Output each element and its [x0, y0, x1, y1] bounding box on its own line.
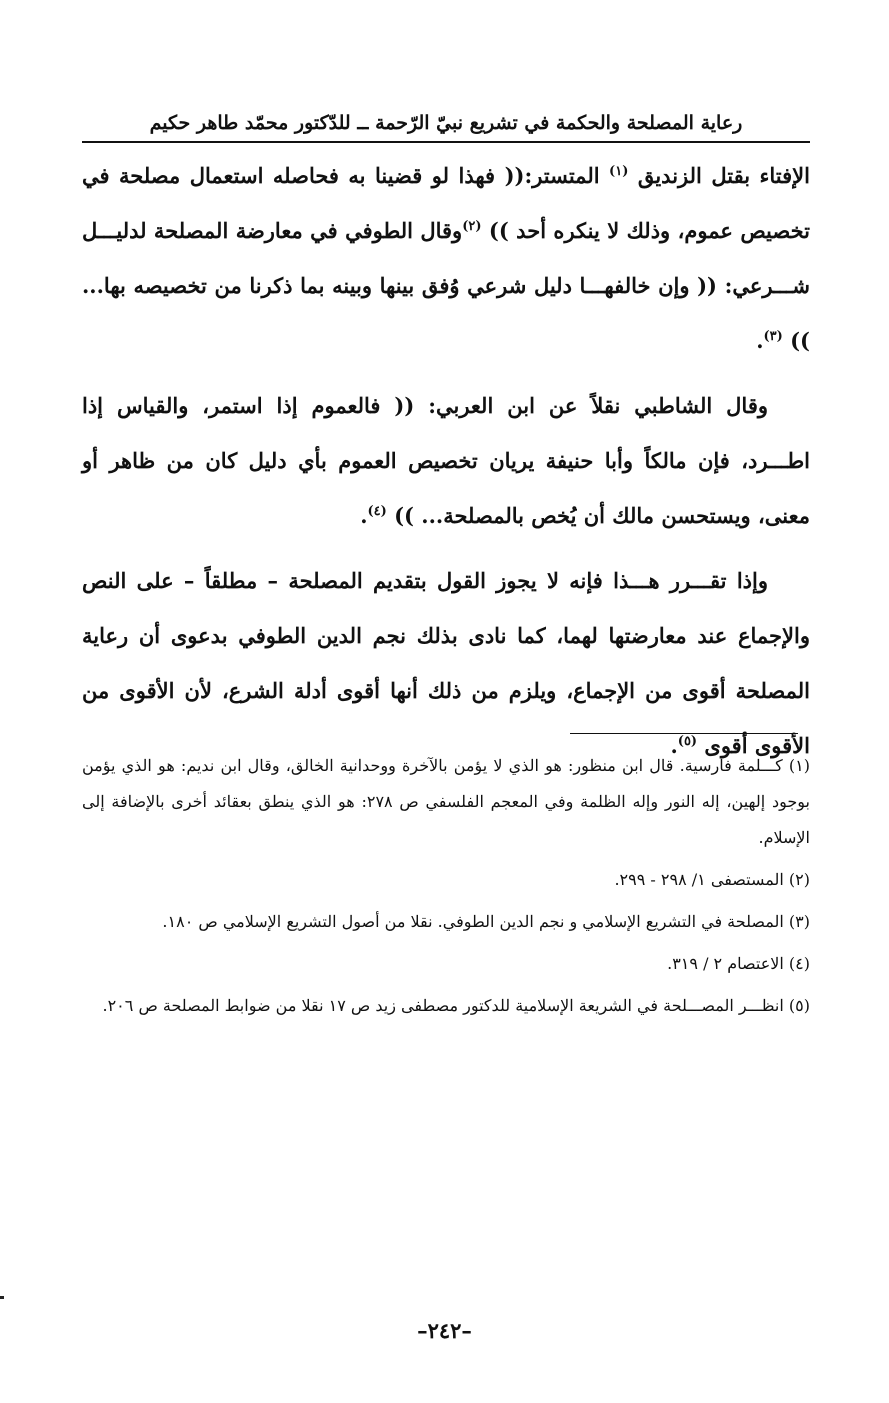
paragraph-2-period: . [360, 503, 368, 528]
footnote-1: (١) كـــلمة فارسية. قال ابن منظور: هو الذي لا يؤمن بالآخرة ووحدانية الخالق، وقال ابن نديم: هو الذي يؤمن بوجود إلهين، إله النور وإله الظلمة وفي المعجم الفلسفي ص ٢٧٨: هو الذي ينطق بعقائد أخرى بالإضافة إلى الإسلام. [82, 756, 810, 847]
paragraph-3-text: وإذا تقـــرر هـــذا فإنه لا يجوز القول بتقديم المصلحة – مطلقاً – على النص والإجماع عند معارضتها لهما، كما نادى بذلك نجم الدين الطوفي بدعوى أن رعاية المصلحة أقوى من الإجماع، ويلزم من ذلك أنها أقوى أدلة الشرع، لأن الأقوى من الأقوى أقوى [82, 568, 810, 758]
footnote-3: (٣) المصلحة في التشريع الإسلامي و نجم الدين الطوفي. نقلا من أصول التشريع الإسلامي ص ١٨٠. [162, 912, 810, 931]
header-rule [82, 141, 810, 143]
footnote-ref-1: (١) [609, 164, 629, 179]
page-number: –٢٤٢– [417, 1318, 472, 1343]
main-text [82, 148, 810, 783]
footnote-ref-4: (٤) [367, 504, 387, 519]
paragraph-1-text-end: وقال الطوفي في معارضة المصلحة لدليـــل شـــرعي: (( وإن خالفهـــا دليل شرعي وُفق بينها وبينه بما ذكرنا من تخصيصه بها... )) [82, 218, 810, 353]
paragraph-1-text-middle: المتستر:(( فهذا لو قضينا به فحاصله استعمال مصلحة في تخصيص عموم، وذلك لا ينكره أحد )) [82, 163, 811, 243]
paragraph-1-period: . [756, 328, 764, 353]
running-header: رعاية المصلحة والحكمة في تشريع نبيّ الرّحمة ــ للدّكتور محمّد طاهر حكيم [149, 112, 743, 134]
paragraph-1 [82, 148, 810, 368]
footnote-5: (٥) انظـــر المصـــلحة في الشريعة الإسلامية للدكتور مصطفى زيد ص ١٧ نقلا من ضوابط المصلحة ص ٢٠٦. [102, 996, 810, 1015]
paragraph-3 [82, 553, 810, 773]
footnote-4: (٤) الاعتصام ٢ / ٣١٩. [667, 954, 810, 973]
paragraph-1-text-start: الإفتاء بقتل الزنديق [628, 163, 810, 188]
paragraph-2-text: وقال الشاطبي نقلاً عن ابن العربي: (( فالعموم إذا استمر، والقياس إذا اطـــرد، فإن مالكاً وأبا حنيفة يريان تخصيص العموم بأي دليل كان من ظاهر أو معنى، ويستحسن مالك أن يُخص بالمصلحة... )) [82, 393, 810, 528]
footnote-ref-5: (٥) [677, 734, 698, 749]
footnote-ref-2: (٢) [462, 219, 482, 234]
scan-speck [0, 1296, 4, 1299]
footnote-ref-3: (٣) [763, 329, 783, 344]
paragraph-3-period: . [670, 733, 678, 758]
footnotes [82, 748, 810, 1030]
footnote-separator [570, 733, 798, 734]
footnote-2: (٢) المستصفى ١/ ٢٩٨ - ٢٩٩. [614, 870, 810, 889]
paragraph-2 [82, 378, 810, 543]
